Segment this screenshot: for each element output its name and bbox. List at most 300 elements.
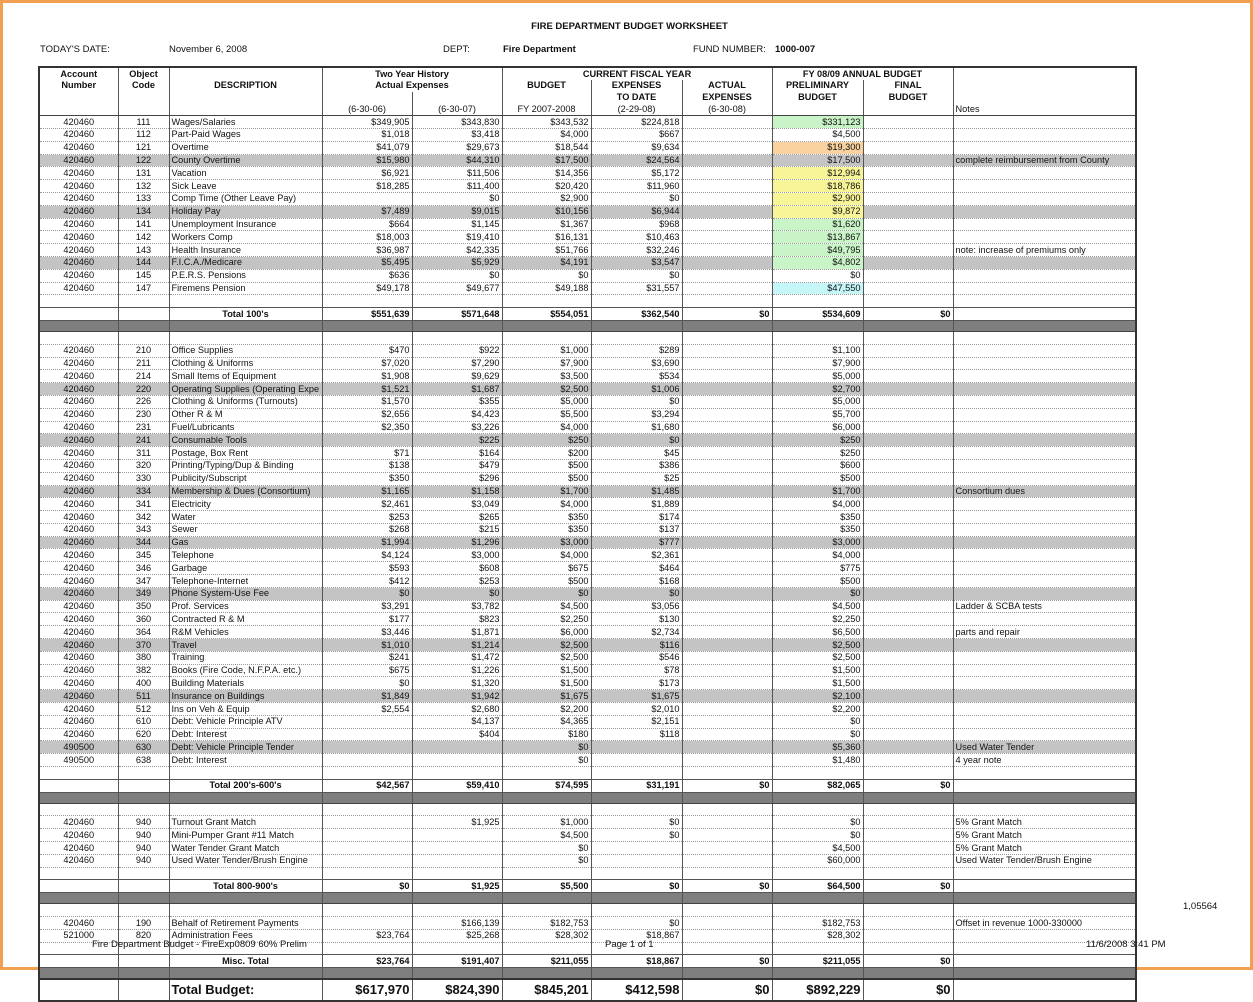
account-cell: 420460 bbox=[39, 917, 118, 930]
account-cell: 420460 bbox=[39, 842, 118, 855]
description-cell: Sick Leave bbox=[169, 180, 322, 193]
budget-cell: $675 bbox=[502, 562, 591, 575]
side-value: 1,05564 bbox=[1183, 901, 1218, 912]
prelim-cell: $4,500 bbox=[772, 128, 863, 141]
final-cell bbox=[863, 511, 953, 524]
object-cell: 511 bbox=[118, 690, 169, 703]
table-row bbox=[39, 447, 1136, 460]
account-cell: 420460 bbox=[39, 167, 118, 180]
expenses-cell bbox=[591, 854, 682, 867]
table-row bbox=[39, 231, 1136, 244]
final-cell bbox=[863, 600, 953, 613]
budget-cell: $0 bbox=[502, 269, 591, 282]
actual-cell bbox=[682, 282, 772, 295]
budget-cell: $5,000 bbox=[502, 395, 591, 408]
prelim-cell: $350 bbox=[772, 523, 863, 536]
notes-cell bbox=[953, 269, 1136, 282]
history-0607-cell bbox=[412, 741, 502, 754]
prelim-cell: $3,000 bbox=[772, 536, 863, 549]
history-0606-cell: $0 bbox=[322, 677, 412, 690]
notes-cell bbox=[953, 447, 1136, 460]
history-0607-cell: $11,506 bbox=[412, 167, 502, 180]
description-cell: Total 100's bbox=[169, 308, 322, 321]
notes-header: Notes bbox=[953, 103, 1136, 115]
grand-budget-cell: $845,201 bbox=[502, 979, 591, 1001]
notes-cell bbox=[953, 549, 1136, 562]
actual-header: ACTUAL bbox=[682, 80, 772, 92]
actual-cell bbox=[682, 511, 772, 524]
final-cell bbox=[863, 192, 953, 205]
prelim-cell: $5,000 bbox=[772, 395, 863, 408]
expenses-cell: $0 bbox=[591, 917, 682, 930]
description-cell: Sewer bbox=[169, 523, 322, 536]
prelim-cell: $500 bbox=[772, 472, 863, 485]
table-row bbox=[39, 256, 1136, 269]
object-cell: 349 bbox=[118, 587, 169, 600]
history-0607-cell: $59,410 bbox=[412, 779, 502, 792]
notes-cell bbox=[953, 383, 1136, 396]
expenses-cell: $32,246 bbox=[591, 244, 682, 257]
history-0606-cell bbox=[322, 842, 412, 855]
history-0607-cell: $5,929 bbox=[412, 256, 502, 269]
actual-cell bbox=[682, 383, 772, 396]
history-0606-cell bbox=[322, 192, 412, 205]
notes-cell bbox=[953, 664, 1136, 677]
account-cell: 420460 bbox=[39, 218, 118, 231]
expenses-cell: $2,151 bbox=[591, 715, 682, 728]
budget-cell: $1,500 bbox=[502, 677, 591, 690]
budget-cell: $7,900 bbox=[502, 357, 591, 370]
notes-cell bbox=[953, 231, 1136, 244]
actual-cell bbox=[682, 587, 772, 600]
budget-header: BUDGET bbox=[502, 80, 591, 92]
object-cell: 231 bbox=[118, 421, 169, 434]
account-cell: 420460 bbox=[39, 549, 118, 562]
object-cell: 334 bbox=[118, 485, 169, 498]
total-row bbox=[39, 880, 1136, 893]
prelim-cell: $211,055 bbox=[772, 955, 863, 968]
table-row bbox=[39, 703, 1136, 716]
object-cell: 610 bbox=[118, 715, 169, 728]
object-cell: 121 bbox=[118, 141, 169, 154]
object-cell: 940 bbox=[118, 854, 169, 867]
actual-cell bbox=[682, 613, 772, 626]
final-cell bbox=[863, 167, 953, 180]
object-cell: 143 bbox=[118, 244, 169, 257]
notes-cell bbox=[953, 421, 1136, 434]
prelim-cell: $0 bbox=[772, 728, 863, 741]
expenses-cell bbox=[591, 741, 682, 754]
actual-cell bbox=[682, 917, 772, 930]
description-cell: Comp Time (Other Leave Pay) bbox=[169, 192, 322, 205]
expenses-cell: $9,634 bbox=[591, 141, 682, 154]
notes-cell bbox=[953, 116, 1136, 129]
history-0607-cell bbox=[412, 829, 502, 842]
actual-cell bbox=[682, 929, 772, 942]
budget-cell: $4,000 bbox=[502, 128, 591, 141]
actual-cell bbox=[682, 205, 772, 218]
object-cell: 147 bbox=[118, 282, 169, 295]
description-cell: Clothing & Uniforms bbox=[169, 357, 322, 370]
expenses-cell: $0 bbox=[591, 269, 682, 282]
expenses-cell: $18,867 bbox=[591, 955, 682, 968]
history-0607-cell: $265 bbox=[412, 511, 502, 524]
total-row bbox=[39, 308, 1136, 321]
description-cell: Part-Paid Wages bbox=[169, 128, 322, 141]
description-cell: Operating Supplies (Operating Expe bbox=[169, 383, 322, 396]
final-cell bbox=[863, 218, 953, 231]
actual-cell bbox=[682, 664, 772, 677]
description-cell: Water Tender Grant Match bbox=[169, 842, 322, 855]
account-header: Account Number bbox=[39, 67, 118, 92]
history-0606-cell: $23,764 bbox=[322, 929, 412, 942]
prelim-cell: $28,302 bbox=[772, 929, 863, 942]
dept-value: Fire Department bbox=[503, 44, 576, 55]
account-cell: 420460 bbox=[39, 485, 118, 498]
prelim-cell: $0 bbox=[772, 816, 863, 829]
final-cell bbox=[863, 395, 953, 408]
history-0607-cell: $1,942 bbox=[412, 690, 502, 703]
prelim-cell: $2,100 bbox=[772, 690, 863, 703]
grand-description-cell: Total Budget: bbox=[169, 979, 322, 1001]
budget-cell: $18,544 bbox=[502, 141, 591, 154]
final-cell: $0 bbox=[863, 308, 953, 321]
expenses-cell: $968 bbox=[591, 218, 682, 231]
history-0606-cell: $1,849 bbox=[322, 690, 412, 703]
budget-cell: $6,000 bbox=[502, 626, 591, 639]
account-cell: 420460 bbox=[39, 434, 118, 447]
notes-cell: Used Water Tender/Brush Engine bbox=[953, 854, 1136, 867]
expenses-cell: $0 bbox=[591, 395, 682, 408]
actual-cell bbox=[682, 523, 772, 536]
prelim-cell: $9,872 bbox=[772, 205, 863, 218]
final-cell bbox=[863, 128, 953, 141]
table-row bbox=[39, 587, 1136, 600]
actual-cell bbox=[682, 741, 772, 754]
expenses-cell: $386 bbox=[591, 459, 682, 472]
history-0607-cell: $44,310 bbox=[412, 154, 502, 167]
budget-cell: $49,188 bbox=[502, 282, 591, 295]
expenses-cell: $25 bbox=[591, 472, 682, 485]
object-cell: 940 bbox=[118, 829, 169, 842]
final-cell bbox=[863, 715, 953, 728]
history-0606-cell: $412 bbox=[322, 575, 412, 588]
prelim-cell: $1,480 bbox=[772, 754, 863, 767]
history-0606-cell bbox=[322, 715, 412, 728]
object-cell bbox=[118, 779, 169, 792]
account-cell bbox=[39, 779, 118, 792]
description-cell: Fuel/Lubricants bbox=[169, 421, 322, 434]
annual-budget-header: FY 08/09 ANNUAL BUDGET bbox=[772, 67, 953, 80]
notes-cell: 5% Grant Match bbox=[953, 842, 1136, 855]
description-cell: Misc. Total bbox=[169, 955, 322, 968]
account-cell: 490500 bbox=[39, 741, 118, 754]
expenses-cell: $24,564 bbox=[591, 154, 682, 167]
history-0607-cell: $3,226 bbox=[412, 421, 502, 434]
final-cell bbox=[863, 205, 953, 218]
account-cell: 420460 bbox=[39, 664, 118, 677]
final-cell bbox=[863, 244, 953, 257]
history-0606-cell: $15,980 bbox=[322, 154, 412, 167]
object-cell: 211 bbox=[118, 357, 169, 370]
account-cell: 420460 bbox=[39, 677, 118, 690]
history-0606-cell: $36,987 bbox=[322, 244, 412, 257]
description-cell: Unemployment Insurance bbox=[169, 218, 322, 231]
object-cell: 320 bbox=[118, 459, 169, 472]
history-0607-cell: $1,871 bbox=[412, 626, 502, 639]
final-cell bbox=[863, 447, 953, 460]
account-cell: 420460 bbox=[39, 472, 118, 485]
history-0606-cell: $6,921 bbox=[322, 167, 412, 180]
final-cell bbox=[863, 613, 953, 626]
actual-cell bbox=[682, 269, 772, 282]
table-row bbox=[39, 395, 1136, 408]
history-0606-cell bbox=[322, 816, 412, 829]
blank-row bbox=[39, 867, 1136, 880]
expenses-cell: $3,294 bbox=[591, 408, 682, 421]
notes-cell bbox=[953, 256, 1136, 269]
table-row bbox=[39, 244, 1136, 257]
history-0607-cell: $0 bbox=[412, 192, 502, 205]
history-0606-cell: $470 bbox=[322, 344, 412, 357]
history-0606-cell: $5,495 bbox=[322, 256, 412, 269]
expenses-cell: $11,960 bbox=[591, 180, 682, 193]
final-cell bbox=[863, 141, 953, 154]
actual-cell bbox=[682, 829, 772, 842]
budget-cell: $180 bbox=[502, 728, 591, 741]
account-cell bbox=[39, 880, 118, 893]
description-cell: Water bbox=[169, 511, 322, 524]
notes-cell bbox=[953, 308, 1136, 321]
grand-notes-cell bbox=[953, 979, 1136, 1001]
actual-cell bbox=[682, 395, 772, 408]
account-cell: 420460 bbox=[39, 587, 118, 600]
final-cell bbox=[863, 929, 953, 942]
final-cell bbox=[863, 842, 953, 855]
final-cell bbox=[863, 816, 953, 829]
notes-cell bbox=[953, 562, 1136, 575]
final-cell bbox=[863, 587, 953, 600]
table-row bbox=[39, 167, 1136, 180]
budget-cell: $4,000 bbox=[502, 498, 591, 511]
actual-cell bbox=[682, 600, 772, 613]
footer-left: Fire Department Budget - FireExp0809 60% Prelim bbox=[92, 939, 307, 950]
history-0607-cell: $1,472 bbox=[412, 651, 502, 664]
expenses-cell: $173 bbox=[591, 677, 682, 690]
grand-expenses-cell: $412,598 bbox=[591, 979, 682, 1001]
table-row bbox=[39, 842, 1136, 855]
object-cell bbox=[118, 955, 169, 968]
history-0606-cell: $593 bbox=[322, 562, 412, 575]
expenses-cell: $0 bbox=[591, 880, 682, 893]
table-row bbox=[39, 370, 1136, 383]
actual-cell bbox=[682, 536, 772, 549]
table-row bbox=[39, 511, 1136, 524]
prelim-cell: $4,000 bbox=[772, 549, 863, 562]
grand-object-cell bbox=[118, 979, 169, 1001]
notes-cell bbox=[953, 357, 1136, 370]
history-0606-cell: $18,003 bbox=[322, 231, 412, 244]
expenses-cell: $1,485 bbox=[591, 485, 682, 498]
history-0606-cell: $253 bbox=[322, 511, 412, 524]
history-0606-cell bbox=[322, 854, 412, 867]
account-cell: 420460 bbox=[39, 244, 118, 257]
prelim-header-2: BUDGET bbox=[772, 92, 863, 104]
object-cell: 343 bbox=[118, 523, 169, 536]
blank-row bbox=[39, 767, 1136, 780]
budget-cell: $0 bbox=[502, 741, 591, 754]
notes-cell bbox=[953, 575, 1136, 588]
account-cell: 420460 bbox=[39, 690, 118, 703]
description-cell: Debt: Interest bbox=[169, 728, 322, 741]
table-row bbox=[39, 141, 1136, 154]
description-cell: Small Items of Equipment bbox=[169, 370, 322, 383]
final-cell bbox=[863, 626, 953, 639]
actual-cell bbox=[682, 447, 772, 460]
object-cell: 141 bbox=[118, 218, 169, 231]
actual-cell bbox=[682, 459, 772, 472]
actual-header-2: EXPENSES bbox=[682, 92, 772, 104]
expenses-cell: $1,680 bbox=[591, 421, 682, 434]
table-row bbox=[39, 562, 1136, 575]
actual-cell bbox=[682, 754, 772, 767]
period-0607-b: (6-30-07) bbox=[412, 103, 502, 115]
budget-cell: $500 bbox=[502, 472, 591, 485]
description-cell: Firemens Pension bbox=[169, 282, 322, 295]
history-0607-cell: $1,158 bbox=[412, 485, 502, 498]
notes-cell bbox=[953, 472, 1136, 485]
table-row bbox=[39, 626, 1136, 639]
budget-cell: $74,595 bbox=[502, 779, 591, 792]
history-0607-cell: $0 bbox=[412, 269, 502, 282]
object-cell: 112 bbox=[118, 128, 169, 141]
grand-history-0606-cell: $617,970 bbox=[322, 979, 412, 1001]
final-cell bbox=[863, 357, 953, 370]
prelim-cell: $1,500 bbox=[772, 664, 863, 677]
history-subheader: Actual Expenses bbox=[322, 80, 502, 92]
prelim-cell: $18,786 bbox=[772, 180, 863, 193]
history-0607-cell: $1,214 bbox=[412, 639, 502, 652]
history-0606-cell: $1,908 bbox=[322, 370, 412, 383]
budget-cell: $1,000 bbox=[502, 344, 591, 357]
history-0607-cell: $166,139 bbox=[412, 917, 502, 930]
history-0606-cell: $1,165 bbox=[322, 485, 412, 498]
account-cell: 420460 bbox=[39, 715, 118, 728]
table-row bbox=[39, 408, 1136, 421]
notes-cell bbox=[953, 498, 1136, 511]
final-cell bbox=[863, 231, 953, 244]
actual-cell bbox=[682, 690, 772, 703]
object-cell: 382 bbox=[118, 664, 169, 677]
budget-cell: $4,000 bbox=[502, 421, 591, 434]
account-cell: 420460 bbox=[39, 639, 118, 652]
notes-cell bbox=[953, 344, 1136, 357]
final-cell bbox=[863, 917, 953, 930]
final-cell bbox=[863, 282, 953, 295]
history-0606-cell: $0 bbox=[322, 880, 412, 893]
expenses-cell: $3,056 bbox=[591, 600, 682, 613]
table-row bbox=[39, 917, 1136, 930]
expenses-cell: $31,191 bbox=[591, 779, 682, 792]
account-cell: 420460 bbox=[39, 357, 118, 370]
description-cell: Holiday Pay bbox=[169, 205, 322, 218]
account-cell: 420460 bbox=[39, 829, 118, 842]
object-cell: 214 bbox=[118, 370, 169, 383]
budget-cell: $0 bbox=[502, 587, 591, 600]
description-cell: Telephone-Internet bbox=[169, 575, 322, 588]
history-0607-cell bbox=[412, 842, 502, 855]
account-cell: 420460 bbox=[39, 154, 118, 167]
prelim-cell: $1,700 bbox=[772, 485, 863, 498]
final-cell bbox=[863, 421, 953, 434]
description-cell: Publicity/Subscript bbox=[169, 472, 322, 485]
history-0607-cell: $42,335 bbox=[412, 244, 502, 257]
notes-cell bbox=[953, 715, 1136, 728]
account-cell: 490500 bbox=[39, 754, 118, 767]
final-cell bbox=[863, 536, 953, 549]
final-cell bbox=[863, 549, 953, 562]
account-cell: 420460 bbox=[39, 651, 118, 664]
section-separator bbox=[39, 792, 1136, 803]
expenses-cell: $1,889 bbox=[591, 498, 682, 511]
final-cell bbox=[863, 383, 953, 396]
history-0606-cell: $551,639 bbox=[322, 308, 412, 321]
history-0606-cell: $3,446 bbox=[322, 626, 412, 639]
object-cell: 380 bbox=[118, 651, 169, 664]
history-0606-cell: $71 bbox=[322, 447, 412, 460]
final-cell bbox=[863, 741, 953, 754]
account-cell: 420460 bbox=[39, 344, 118, 357]
history-0607-cell: $355 bbox=[412, 395, 502, 408]
table-row bbox=[39, 741, 1136, 754]
history-0607-cell: $343,830 bbox=[412, 116, 502, 129]
grand-final-cell: $0 bbox=[863, 979, 953, 1001]
actual-cell bbox=[682, 549, 772, 562]
budget-cell: $554,051 bbox=[502, 308, 591, 321]
final-cell bbox=[863, 269, 953, 282]
actual-cell: $0 bbox=[682, 880, 772, 893]
budget-cell: $2,500 bbox=[502, 383, 591, 396]
prelim-cell: $13,867 bbox=[772, 231, 863, 244]
table-row bbox=[39, 523, 1136, 536]
account-cell: 420460 bbox=[39, 128, 118, 141]
description-cell: Travel bbox=[169, 639, 322, 652]
history-0607-cell: $3,000 bbox=[412, 549, 502, 562]
expenses-cell: $546 bbox=[591, 651, 682, 664]
description-cell: Behalf of Retirement Payments bbox=[169, 917, 322, 930]
final-cell bbox=[863, 459, 953, 472]
final-cell bbox=[863, 485, 953, 498]
object-cell: 220 bbox=[118, 383, 169, 396]
description-cell: Wages/Salaries bbox=[169, 116, 322, 129]
prelim-cell: $0 bbox=[772, 829, 863, 842]
description-cell: P.E.R.S. Pensions bbox=[169, 269, 322, 282]
notes-cell bbox=[953, 370, 1136, 383]
history-0606-cell: $0 bbox=[322, 587, 412, 600]
object-cell: 364 bbox=[118, 626, 169, 639]
notes-cell bbox=[953, 459, 1136, 472]
table-row bbox=[39, 472, 1136, 485]
history-0606-cell: $1,018 bbox=[322, 128, 412, 141]
blank-row bbox=[39, 331, 1136, 344]
history-0606-cell: $138 bbox=[322, 459, 412, 472]
final-cell bbox=[863, 180, 953, 193]
object-cell: 330 bbox=[118, 472, 169, 485]
description-cell: Prof. Services bbox=[169, 600, 322, 613]
account-cell: 420460 bbox=[39, 269, 118, 282]
expenses-cell: $224,818 bbox=[591, 116, 682, 129]
history-0607-cell: $215 bbox=[412, 523, 502, 536]
